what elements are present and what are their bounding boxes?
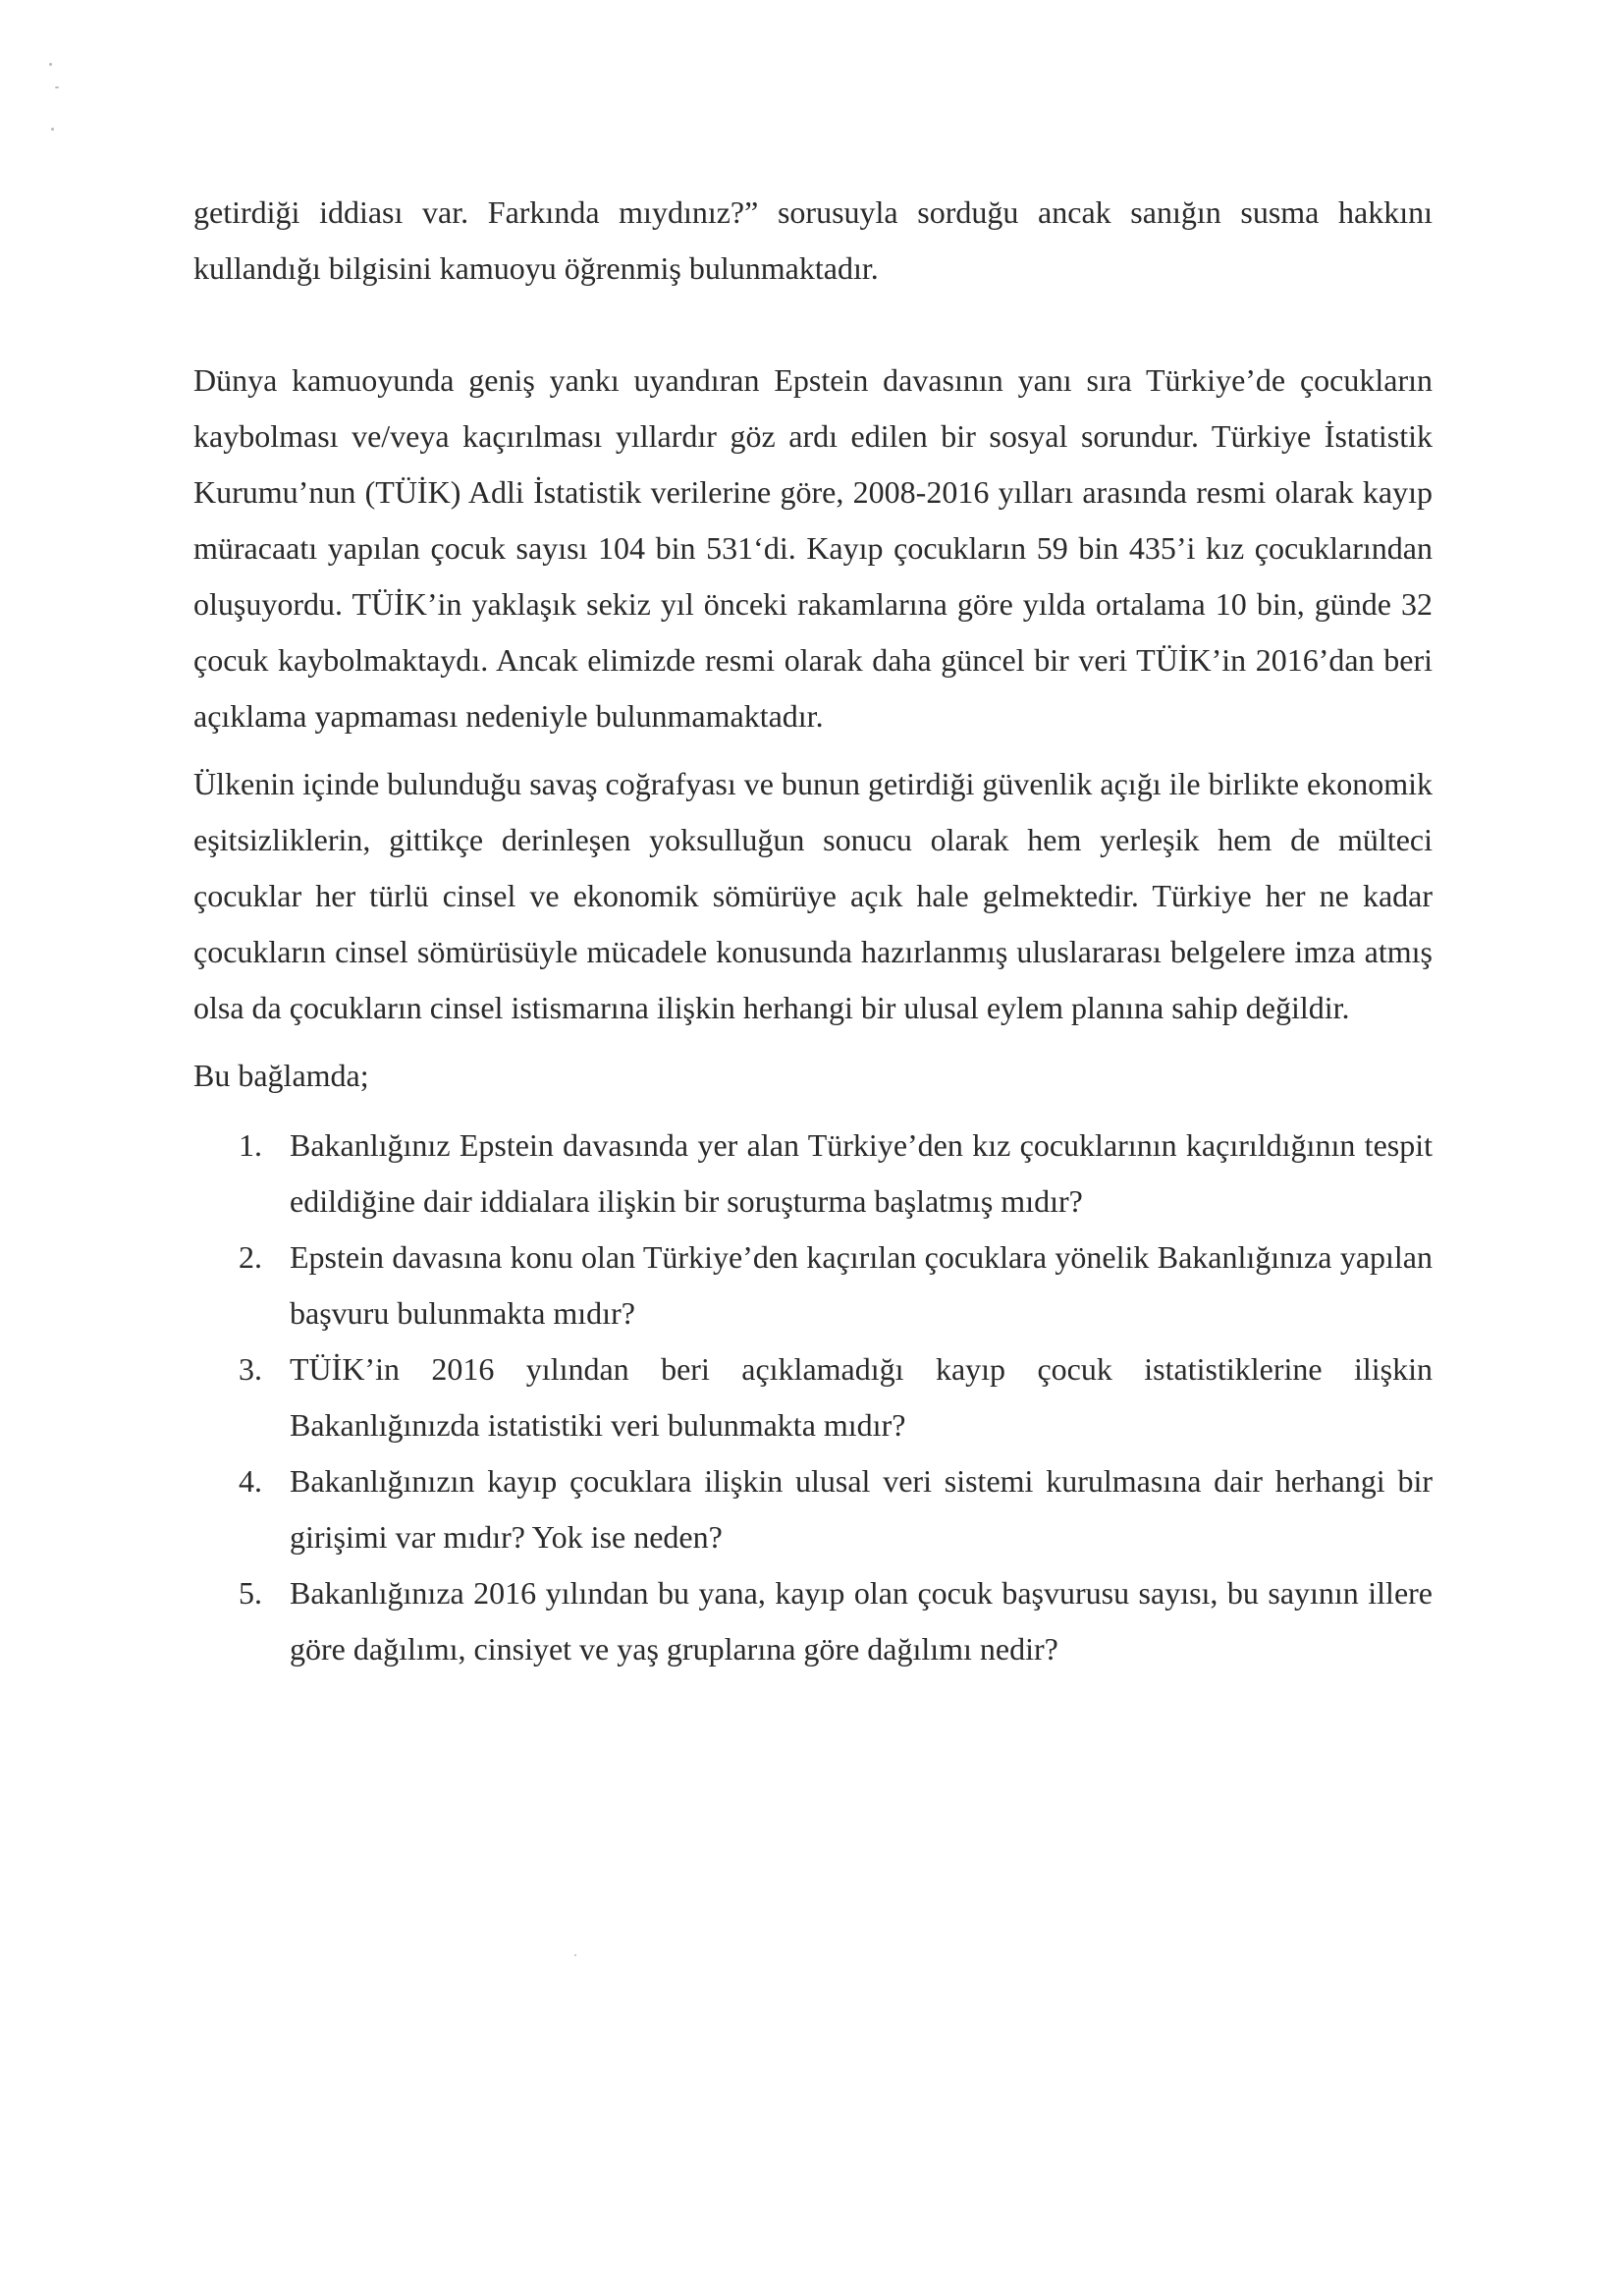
question-text: TÜİK’in 2016 yılından beri açıklamadığı kayıp çocuk istatistiklerine ilişkin Bakanlığınızda istatistiki veri bulunmakta mıdır?: [290, 1351, 1433, 1443]
question-number: 1.: [239, 1127, 262, 1163]
question-number: 4.: [239, 1463, 262, 1499]
question-item: [193, 1118, 1433, 1230]
question-item: [193, 1230, 1433, 1341]
scan-speck: [49, 63, 52, 66]
question-item: [193, 1341, 1433, 1453]
question-item: [193, 1453, 1433, 1565]
question-list: [193, 1118, 1433, 1677]
scan-speck: [574, 1954, 576, 1956]
question-number: 3.: [239, 1351, 262, 1387]
question-item: [193, 1565, 1433, 1677]
paragraph-continuation: getirdiği iddiası var. Farkında mıydınız?” sorusuyla sorduğu ancak sanığın susma hakkını kullandığı bilgisini kamuoyu öğrenmiş bulunmaktadır.: [193, 194, 1433, 286]
paragraph-exploitation: Ülkenin içinde bulunduğu savaş coğrafyası ve bunun getirdiği güvenlik açığı ile birlikte ekonomik eşitsizliklerin, gittikçe derinleşen yoksulluğun sonucu olarak hem yerleşik hem de mülteci çocuklar her türlü cinsel ve ekonomik sömürüye açık hale gelmektedir. Türkiye her ne kadar çocukların cinsel sömürüsüyle mücadele konusunda hazırlanmış uluslararası belgelere imza atmış olsa da çocukların cinsel istismarına ilişkin herhangi bir ulusal eylem planına sahip değildir.: [193, 766, 1433, 1025]
document-body: [193, 185, 1433, 1677]
question-text: Bakanlığınıza 2016 yılından bu yana, kayıp olan çocuk başvurusu sayısı, bu sayının illere göre dağılımı, cinsiyet ve yaş gruplarına göre dağılımı nedir?: [290, 1575, 1433, 1667]
scan-speck: [51, 128, 54, 131]
question-number: 5.: [239, 1575, 262, 1611]
question-text: Bakanlığınızın kayıp çocuklara ilişkin ulusal veri sistemi kurulmasına dair herhangi bir girişimi var mıdır? Yok ise neden?: [290, 1463, 1433, 1555]
question-text: Epstein davasına konu olan Türkiye’den kaçırılan çocuklara yönelik Bakanlığınıza yapılan başvuru bulunmakta mıdır?: [290, 1239, 1433, 1331]
question-text: Bakanlığınız Epstein davasında yer alan Türkiye’den kız çocuklarının kaçırıldığının tespit edildiğine dair iddialara ilişkin bir soruşturma başlatmış mıdır?: [290, 1127, 1433, 1219]
paragraph-statistics: Dünya kamuoyunda geniş yankı uyandıran Epstein davasının yanı sıra Türkiye’de çocukların kaybolması ve/veya kaçırılması yıllardır göz ardı edilen bir sosyal sorundur. Türkiye İstatistik Kurumu’nun (TÜİK) Adli İstatistik verilerine göre, 2008-2016 yılları arasında resmi olarak kayıp müracaatı yapılan çocuk sayısı 104 bin 531‘di. Kayıp çocukların 59 bin 435’i kız çocuklarından oluşuyordu. TÜİK’in yaklaşık sekiz yıl önceki rakamlarına göre yılda ortalama 10 bin, günde 32 çocuk kaybolmaktaydı. Ancak elimizde resmi olarak daha güncel bir veri TÜİK’in 2016’dan beri açıklama yapmaması nedeniyle bulunmamaktadır.: [193, 362, 1433, 734]
paragraph-lead-in: Bu bağlamda;: [193, 1058, 369, 1093]
question-number: 2.: [239, 1239, 262, 1275]
scan-speck: [55, 86, 59, 88]
